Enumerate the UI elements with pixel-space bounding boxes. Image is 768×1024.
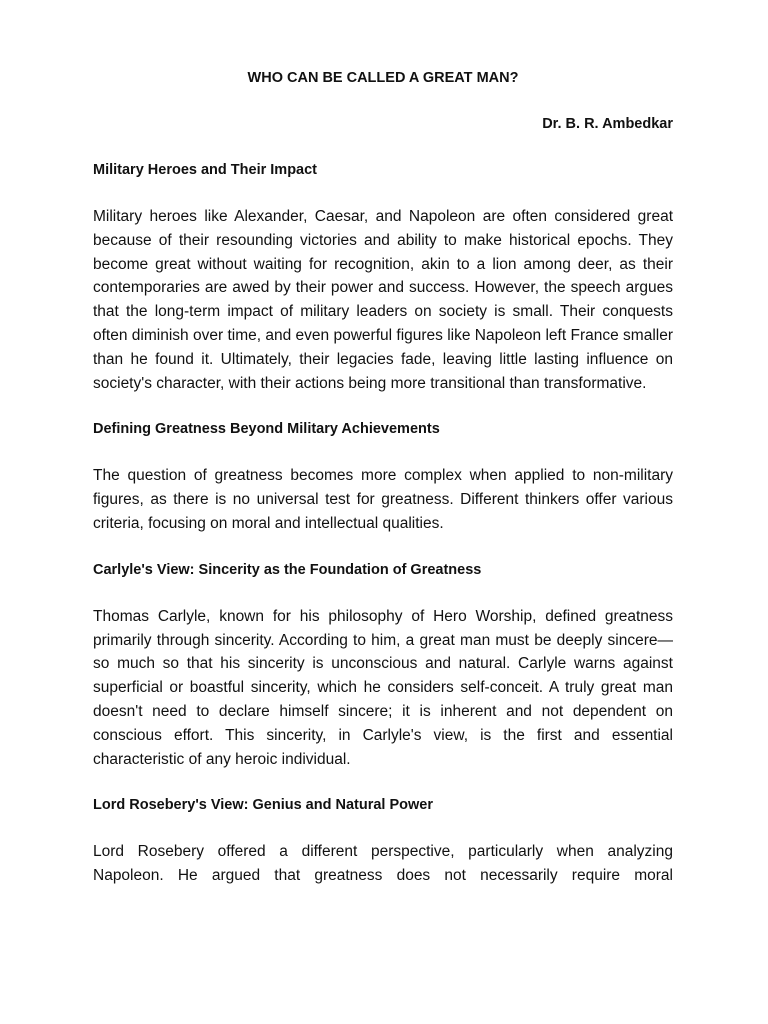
document-author: Dr. B. R. Ambedkar <box>542 116 673 132</box>
document-page <box>93 66 673 888</box>
section-carlyle-view <box>93 558 673 772</box>
section-paragraph: Lord Rosebery offered a different perspective, particularly when analyzing Napoleon. He argued that greatness does not necessarily require moral <box>93 843 673 885</box>
section-rosebery-view <box>93 793 673 888</box>
section-heading: Carlyle's View: Sincerity as the Foundation of Greatness <box>93 561 482 578</box>
section-defining-greatness <box>93 417 673 535</box>
document-title: WHO CAN BE CALLED A GREAT MAN? <box>247 70 519 86</box>
section-military-heroes <box>93 158 673 395</box>
section-heading: Defining Greatness Beyond Military Achievements <box>93 421 440 438</box>
section-paragraph: Military heroes like Alexander, Caesar, and Napoleon are often considered great because of their resounding victories and ability to make historical epochs. They become great without waiting for recognition, akin to a lion among deer, as their contemporaries are awed by their power and success. However, the speech argues that the long-term impact of military leaders on society is small. Their conquests often diminish over time, and even powerful figures like Napoleon left France smaller than he found it. Ultimately, their legacies fade, leaving little lasting influence on society's character, with their actions being more transitional than transformative. <box>93 208 673 392</box>
section-paragraph: Thomas Carlyle, known for his philosophy of Hero Worship, defined greatness primarily through sincerity. According to him, a great man must be deeply sincere—so much so that his sincerity is unconscious and natural. Carlyle warns against superficial or boastful sincerity, which he considers self-conceit. A truly great man doesn't need to declare himself sincere; it is inherent and not dependent on conscious effort. This sincerity, in Carlyle's view, is the first and essential characteristic of any heroic individual. <box>93 607 673 768</box>
section-heading: Lord Rosebery's View: Genius and Natural Power <box>93 797 433 814</box>
section-paragraph: The question of greatness becomes more complex when applied to non-military figures, as there is no universal test for greatness. Different thinkers offer various criteria, focusing on moral and intellectual qualities. <box>93 467 673 532</box>
section-heading: Military Heroes and Their Impact <box>93 162 318 178</box>
